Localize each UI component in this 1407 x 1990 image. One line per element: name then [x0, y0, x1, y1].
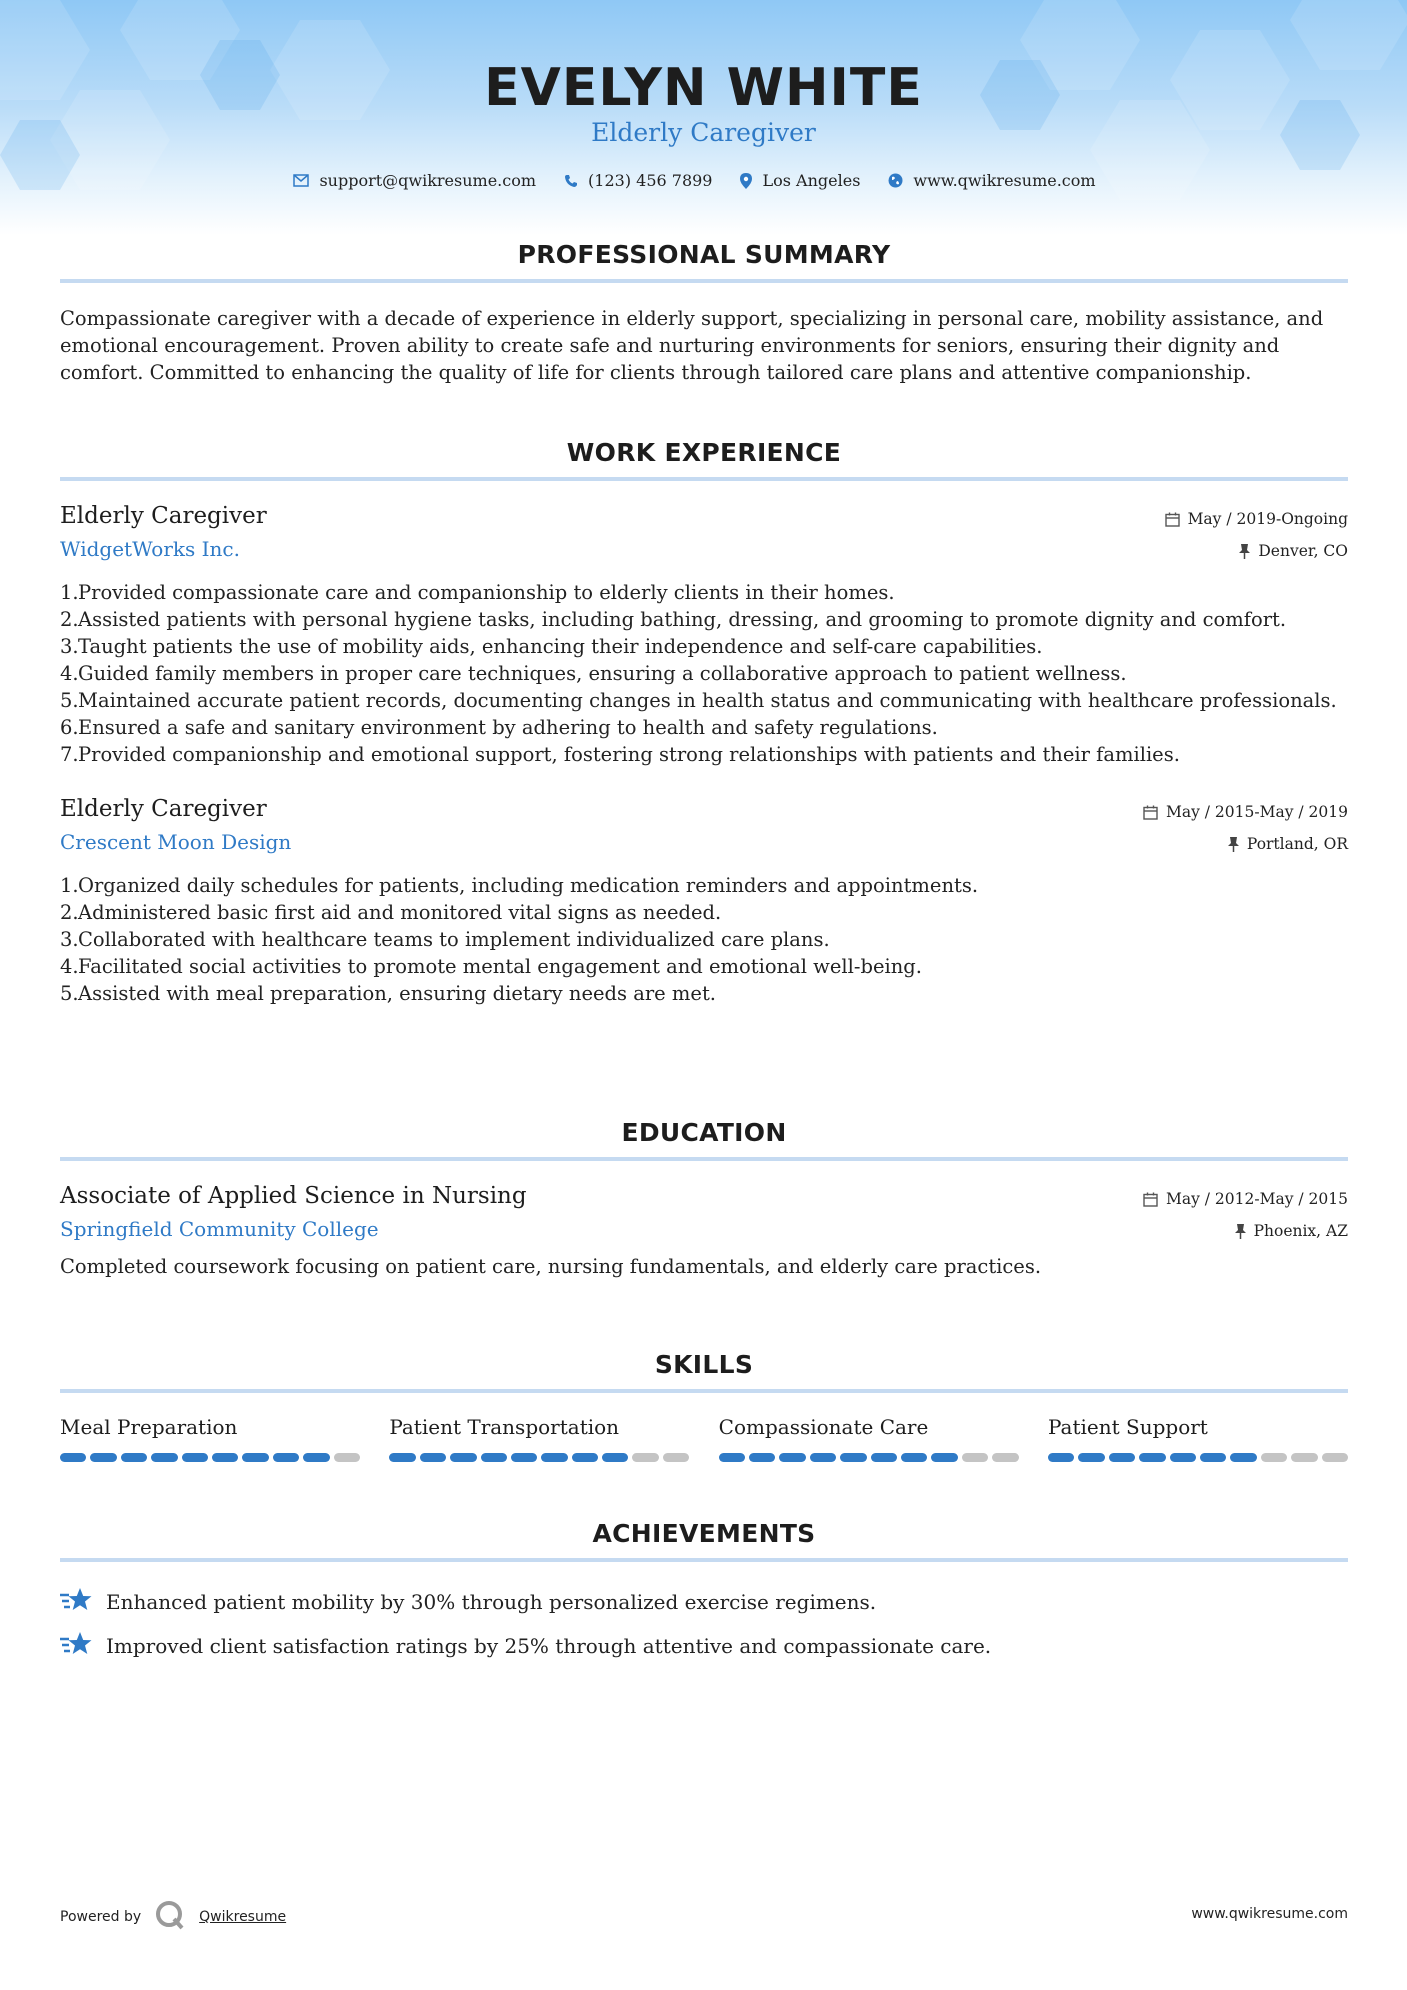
list-item: 1. Provided compassionate care and companionship to elderly clients in their homes. — [60, 581, 895, 604]
job-entry — [60, 796, 1348, 1007]
skill-segment-filled — [1170, 1453, 1196, 1462]
list-item: 5. Assisted with meal preparation, ensuring dietary needs are met. — [60, 982, 716, 1005]
job-title: Elderly Caregiver — [60, 503, 267, 529]
skill-segment-filled — [810, 1453, 836, 1462]
skill-segment-filled — [450, 1453, 476, 1462]
skill-segment-filled — [121, 1453, 147, 1462]
list-item: 6. Ensured a safe and sanitary environment by adhering to health and safety regulations. — [60, 716, 938, 739]
education-section — [60, 1118, 1348, 1280]
skill-segment-filled — [871, 1453, 897, 1462]
section-title-achievements: ACHIEVEMENTS — [592, 1519, 816, 1548]
qwikresume-logo-icon — [155, 1900, 185, 1934]
pushpin-icon — [1239, 544, 1250, 559]
powered-by-label: Powered by — [60, 1909, 142, 1925]
skills-list — [60, 1415, 1348, 1462]
school-name: Springfield Community College — [60, 1217, 379, 1241]
job-title: Elderly Caregiver — [60, 796, 267, 822]
candidate-name: EVELYN WHITE — [484, 58, 923, 118]
calendar-icon — [1165, 512, 1180, 527]
section-divider — [60, 1157, 1348, 1161]
brand-link[interactable]: Qwikresume — [199, 1909, 287, 1925]
summary-section — [60, 240, 1348, 386]
education-description: Completed coursework focusing on patient care, nursing fundamentals, and elderly care practices. — [60, 1255, 1042, 1278]
degree-title: Associate of Applied Science in Nursing — [60, 1183, 527, 1209]
skill-name: Compassionate Care — [718, 1415, 929, 1439]
skill-segment-filled — [242, 1453, 268, 1462]
skill-level-bar — [60, 1453, 360, 1462]
contact-email[interactable]: support@qwikresume.com — [319, 171, 537, 190]
skill-item — [719, 1415, 1019, 1462]
list-item: 5. Maintained accurate patient records, documenting changes in health status and communicating with healthcare professionals. — [60, 689, 1337, 712]
job-date: May / 2015-May / 2019 — [1165, 803, 1348, 821]
skill-segment-filled — [541, 1453, 567, 1462]
skill-name: Meal Preparation — [60, 1415, 238, 1439]
skill-segment-filled — [151, 1453, 177, 1462]
skill-segment-filled — [1078, 1453, 1104, 1462]
skill-name: Patient Transportation — [389, 1415, 620, 1439]
skill-segment-filled — [420, 1453, 446, 1462]
star-icon — [60, 1631, 92, 1662]
location-pin-icon — [740, 173, 752, 189]
skill-segment-empty — [632, 1453, 658, 1462]
skill-segment-filled — [840, 1453, 866, 1462]
list-item: 1. Organized daily schedules for patients, including medication reminders and appointments. — [60, 874, 979, 897]
achievement-item — [60, 1624, 1348, 1668]
section-title-skills: SKILLS — [654, 1350, 754, 1379]
skill-segment-filled — [779, 1453, 805, 1462]
candidate-role: Elderly Caregiver — [591, 118, 816, 147]
skill-level-bar — [719, 1453, 1019, 1462]
education-date: May / 2012-May / 2015 — [1165, 1190, 1348, 1208]
contact-bar — [0, 171, 1407, 190]
skill-segment-filled — [749, 1453, 775, 1462]
skill-segment-empty — [1261, 1453, 1287, 1462]
skill-segment-filled — [1200, 1453, 1226, 1462]
pushpin-icon — [1235, 1224, 1246, 1239]
job-duties — [60, 872, 1348, 1007]
summary-text: Compassionate caregiver with a decade of experience in elderly support, specializing in personal care, mobility assistance, and emotional encouragement. Proven ability to create safe and nurturing environments for seniors, ensuring their dignity and comfort. Committed to enhancing the quality of life for clients through tailored care plans and attentive companionship. — [60, 307, 1324, 384]
achievements-section — [60, 1519, 1348, 1668]
list-item: 3. Collaborated with healthcare teams to implement individualized care plans. — [60, 928, 830, 951]
globe-icon — [888, 173, 903, 188]
skill-segment-filled — [389, 1453, 415, 1462]
job-entry — [60, 503, 1348, 768]
contact-location: Los Angeles — [762, 171, 861, 190]
skill-segment-empty — [962, 1453, 988, 1462]
contact-phone[interactable]: (123) 456 7899 — [588, 171, 713, 190]
skill-segment-filled — [719, 1453, 745, 1462]
skill-segment-empty — [1322, 1453, 1348, 1462]
star-icon — [60, 1587, 92, 1618]
education-meta — [1143, 1183, 1348, 1247]
section-divider — [60, 477, 1348, 481]
experience-section — [60, 438, 1348, 1007]
skills-section — [60, 1350, 1348, 1462]
company-name: WidgetWorks Inc. — [60, 537, 240, 561]
footer-website[interactable]: www.qwikresume.com — [1191, 1906, 1348, 1922]
skill-level-bar — [389, 1453, 689, 1462]
skill-segment-filled — [90, 1453, 116, 1462]
list-item: 4. Facilitated social activities to promote mental engagement and emotional well-being. — [60, 955, 922, 978]
pushpin-icon — [1228, 837, 1239, 852]
job-location: Portland, OR — [1246, 835, 1348, 853]
section-divider — [60, 279, 1348, 283]
section-title-education: EDUCATION — [621, 1118, 787, 1147]
skill-segment-filled — [212, 1453, 238, 1462]
job-meta — [1165, 503, 1348, 567]
section-divider — [60, 1389, 1348, 1393]
skill-item — [389, 1415, 689, 1462]
skill-level-bar — [1048, 1453, 1348, 1462]
skill-segment-filled — [511, 1453, 537, 1462]
envelope-icon — [293, 174, 309, 187]
skill-segment-filled — [901, 1453, 927, 1462]
list-item: 2. Administered basic first aid and monitored vital signs as needed. — [60, 901, 722, 924]
company-name: Crescent Moon Design — [60, 830, 292, 854]
job-location: Denver, CO — [1258, 542, 1348, 560]
skill-segment-filled — [1109, 1453, 1135, 1462]
footer-branding — [60, 1900, 286, 1934]
skill-name: Patient Support — [1047, 1415, 1208, 1439]
calendar-icon — [1143, 1192, 1158, 1207]
skill-segment-filled — [602, 1453, 628, 1462]
skill-segment-filled — [931, 1453, 957, 1462]
skill-item — [60, 1415, 360, 1462]
skill-segment-filled — [60, 1453, 86, 1462]
section-title-experience: WORK EXPERIENCE — [566, 438, 842, 467]
skill-segment-filled — [303, 1453, 329, 1462]
skill-segment-filled — [1048, 1453, 1074, 1462]
phone-icon — [564, 174, 578, 188]
skill-segment-filled — [1139, 1453, 1165, 1462]
achievement-item — [60, 1580, 1348, 1624]
list-item: 4. Guided family members in proper care techniques, ensuring a collaborative approach to patient wellness. — [60, 662, 1127, 685]
skill-segment-filled — [1230, 1453, 1256, 1462]
skill-item — [1048, 1415, 1348, 1462]
skill-segment-filled — [182, 1453, 208, 1462]
achievement-text: Improved client satisfaction ratings by 25% through attentive and compassionate care. — [106, 1634, 992, 1658]
skill-segment-empty — [663, 1453, 689, 1462]
skill-segment-empty — [1291, 1453, 1317, 1462]
section-divider — [60, 1558, 1348, 1562]
skill-segment-empty — [334, 1453, 360, 1462]
calendar-icon — [1143, 805, 1158, 820]
job-meta — [1143, 796, 1348, 860]
achievement-text: Enhanced patient mobility by 30% through personalized exercise regimens. — [106, 1590, 877, 1614]
job-duties — [60, 579, 1348, 768]
education-location: Phoenix, AZ — [1253, 1222, 1348, 1240]
section-title-summary: PROFESSIONAL SUMMARY — [517, 240, 891, 269]
contact-website[interactable]: www.qwikresume.com — [913, 171, 1096, 190]
skill-segment-empty — [992, 1453, 1018, 1462]
list-item: 7. Provided companionship and emotional support, fostering strong relationships with patients and their families. — [60, 743, 1180, 766]
skill-segment-filled — [481, 1453, 507, 1462]
list-item: 2. Assisted patients with personal hygiene tasks, including bathing, dressing, and grooming to promote dignity and comfort. — [60, 608, 1287, 631]
job-date: May / 2019-Ongoing — [1187, 510, 1348, 528]
skill-segment-filled — [572, 1453, 598, 1462]
skill-segment-filled — [273, 1453, 299, 1462]
list-item: 3. Taught patients the use of mobility aids, enhancing their independence and self-care capabilities. — [60, 635, 1043, 658]
